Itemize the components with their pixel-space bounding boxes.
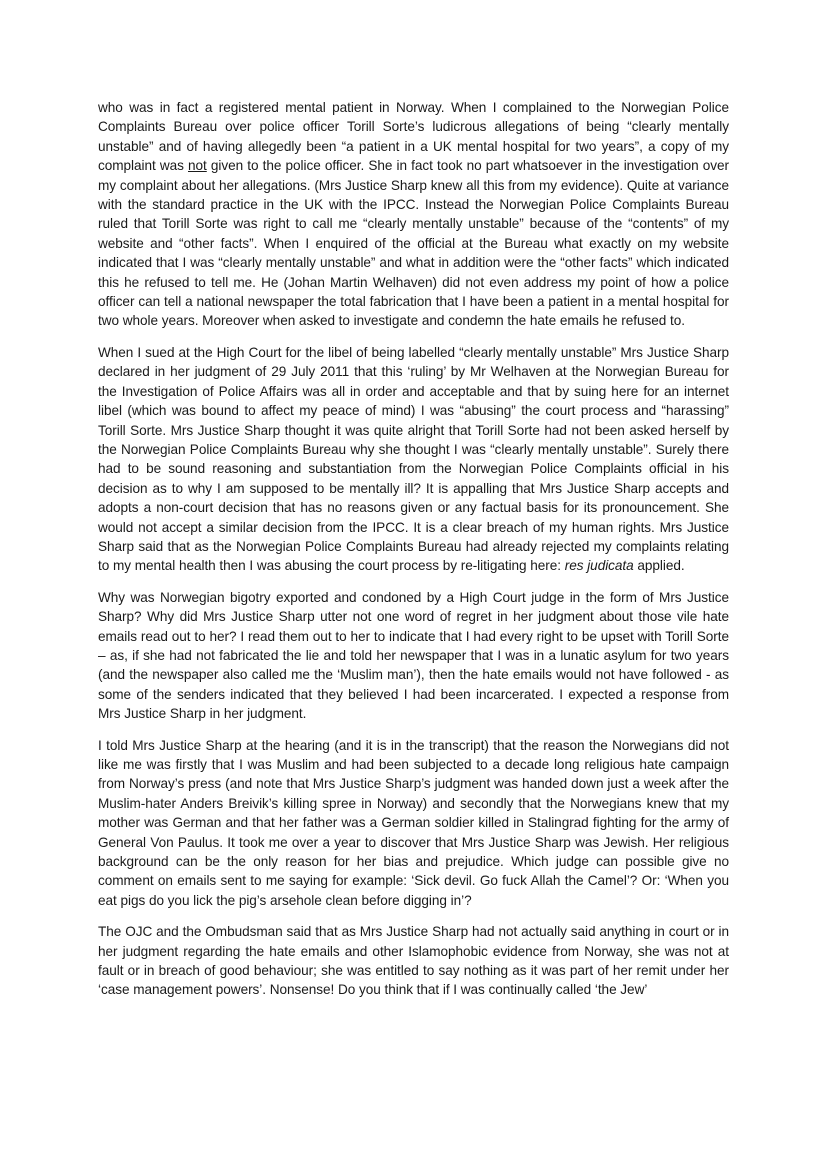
- paragraph-text-segment: Why was Norwegian bigotry exported and condoned by a High Court judge in the form of Mrs Justice Sharp? Why did Mrs Justice Sharp utter not one word of regret in her judgment about those vile hate emails read out to her? I read them out to her to indicate that I had every right to be upset with Torill Sorte – as, if she had not fabricated the lie and told her newspaper that I was in a lunatic asylum for two years (and the newspaper also called me the ‘Muslim man’), then the hate emails would not have followed - as some of the senders indicated that they believed I had been incarcerated. I expected a response from Mrs Justice Sharp in her judgment.: [98, 589, 729, 722]
- body-paragraph: [98, 343, 729, 576]
- paragraph-text-segment: not: [188, 158, 207, 174]
- paragraph-text-segment: The OJC and the Ombudsman said that as Mrs Justice Sharp had not actually said anything in court or in her judgment regarding the hate emails and other Islamophobic evidence from Norway, she was not at fault or in breach of good behaviour; she was entitled to say nothing as it was part of her remit under her ‘case management powers’. Nonsense! Do you think that if I was continually called ‘the Jew’: [98, 924, 729, 998]
- paragraph-text-segment: who was in fact a registered mental patient in Norway. When I complained to the Norwegian Police Complaints Bureau over police officer Torill Sorte’s ludicrous allegations of being “clearly mentally unstable” and of having allegedly been “a patient in a UK mental hospital for two years”, a copy of my complaint was: [98, 100, 729, 174]
- paragraph-text-segment: given to the police officer. She in fact took no part whatsoever in the investigation over my complaint about her allegations. (Mrs Justice Sharp knew all this from my evidence). Quite at variance with the standard practice in the UK with the IPCC. Instead the Norwegian Police Complaints Bureau ruled that Torill Sorte was right to call me “clearly mentally unstable” because of the “contents” of my website and “other facts”. When I enquired of the official at the Bureau what exactly on my website indicated that I was “clearly mentally unstable” and what in addition were the “other facts” which indicated this he refused to tell me. He (Johan Martin Welhaven) did not even address my point of how a police officer can tell a national newspaper the total fabrication that I have been a patient in a mental hospital for two whole years. Moreover when asked to investigate and condemn the hate emails he refused to.: [98, 158, 729, 329]
- paragraph-text-segment: applied.: [633, 558, 685, 574]
- paragraph-text-segment: When I sued at the High Court for the libel of being labelled “clearly mentally unstable” Mrs Justice Sharp declared in her judgment of 29 July 2011 that this ‘ruling’ by Mr Welhaven at the Norwegian Bureau for the Investigation of Police Affairs was all in order and acceptable and that by suing here for an internet libel (which was bound to affect my peace of mind) I was “abusing” the court process and “harassing” Torill Sorte. Mrs Justice Sharp thought it was quite alright that Torill Sorte had not been asked herself by the Norwegian Police Complaints Bureau why she thought I was “clearly mentally unstable”. Surely there had to be sound reasoning and substantiation from the Norwegian Police Complaints official in his decision as to why I am supposed to be mentally ill? It is appalling that Mrs Justice Sharp accepts and adopts a non-court decision that has no reasons given or any factual basis for its pronouncement. She would not accept a similar decision from the IPCC. It is a clear breach of my human rights. Mrs Justice Sharp said that as the Norwegian Police Complaints Bureau had already rejected my complaints relating to my mental health then I was abusing the court process by re-litigating here:: [98, 344, 729, 574]
- body-paragraph: [98, 922, 729, 1000]
- body-paragraph: [98, 736, 729, 911]
- paragraph-text-segment: I told Mrs Justice Sharp at the hearing (and it is in the transcript) that the reason the Norwegians did not like me was firstly that I was Muslim and had been subjected to a decade long religious hate campaign from Norway’s press (and note that Mrs Justice Sharp’s judgment was handed down just a week after the Muslim-hater Anders Breivik’s killing spree in Norway) and secondly that the Norwegians knew that my mother was German and that her father was a German soldier killed in Stalingrad fighting for the army of General Von Paulus. It took me over a year to discover that Mrs Justice Sharp was Jewish. Her religious background can be the only reason for her bias and prejudice. Which judge can possible give no comment on emails sent to me saying for example: ‘Sick devil. Go fuck Allah the Camel’? Or: ‘When you eat pigs do you lick the pig’s arsehole clean before digging in’?: [98, 737, 729, 908]
- body-paragraph: [98, 98, 729, 331]
- paragraph-text-segment: res judicata: [564, 558, 634, 574]
- body-paragraph: [98, 588, 729, 724]
